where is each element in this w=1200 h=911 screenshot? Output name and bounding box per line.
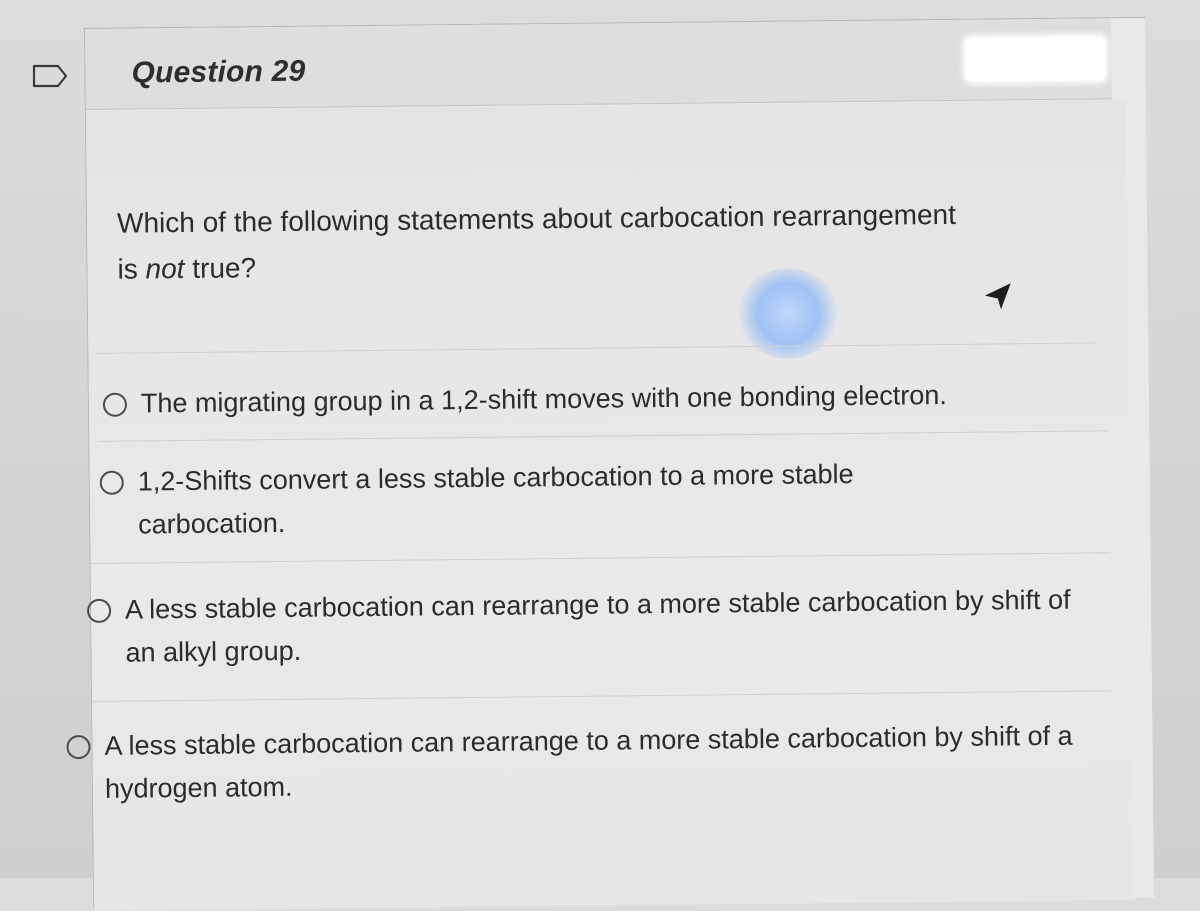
radio-button[interactable] (66, 735, 90, 759)
divider (72, 690, 1112, 702)
points-box (965, 36, 1105, 81)
question-body (86, 100, 1134, 911)
option-label: A less stable carbocation can rearrange to a more stable carbocation by shift of an alkyl group. (124, 584, 1071, 668)
prompt-end: true? (184, 252, 257, 284)
question-prompt (117, 192, 978, 293)
answer-option[interactable] (100, 452, 931, 547)
radio-button[interactable] (87, 599, 111, 623)
answer-option[interactable] (87, 579, 1078, 675)
radio-button[interactable] (100, 471, 124, 495)
radio-button[interactable] (103, 393, 127, 417)
answer-option[interactable] (103, 372, 1103, 425)
question-title: Question 29 (131, 54, 306, 90)
question-card (84, 17, 1154, 909)
flag-icon[interactable] (30, 62, 70, 90)
answer-option[interactable] (66, 715, 1087, 812)
question-header (85, 18, 1112, 110)
divider (97, 430, 1107, 442)
prompt-start: Which of the following statements about carbocation rearrangement is (116, 198, 957, 285)
divider (71, 552, 1111, 564)
prompt-emphasis: not (145, 252, 185, 285)
option-label: The migrating group in a 1,2-shift moves with one bonding electron. (140, 379, 948, 419)
cursor-arrow-icon (983, 281, 1013, 311)
option-label: 1,2-Shifts convert a less stable carbocation to a more stable carbocation. (137, 458, 854, 540)
option-label: A less stable carbocation can rearrange to a more stable carbocation by shift of a hydrogen atom. (104, 720, 1073, 804)
divider (96, 342, 1096, 353)
